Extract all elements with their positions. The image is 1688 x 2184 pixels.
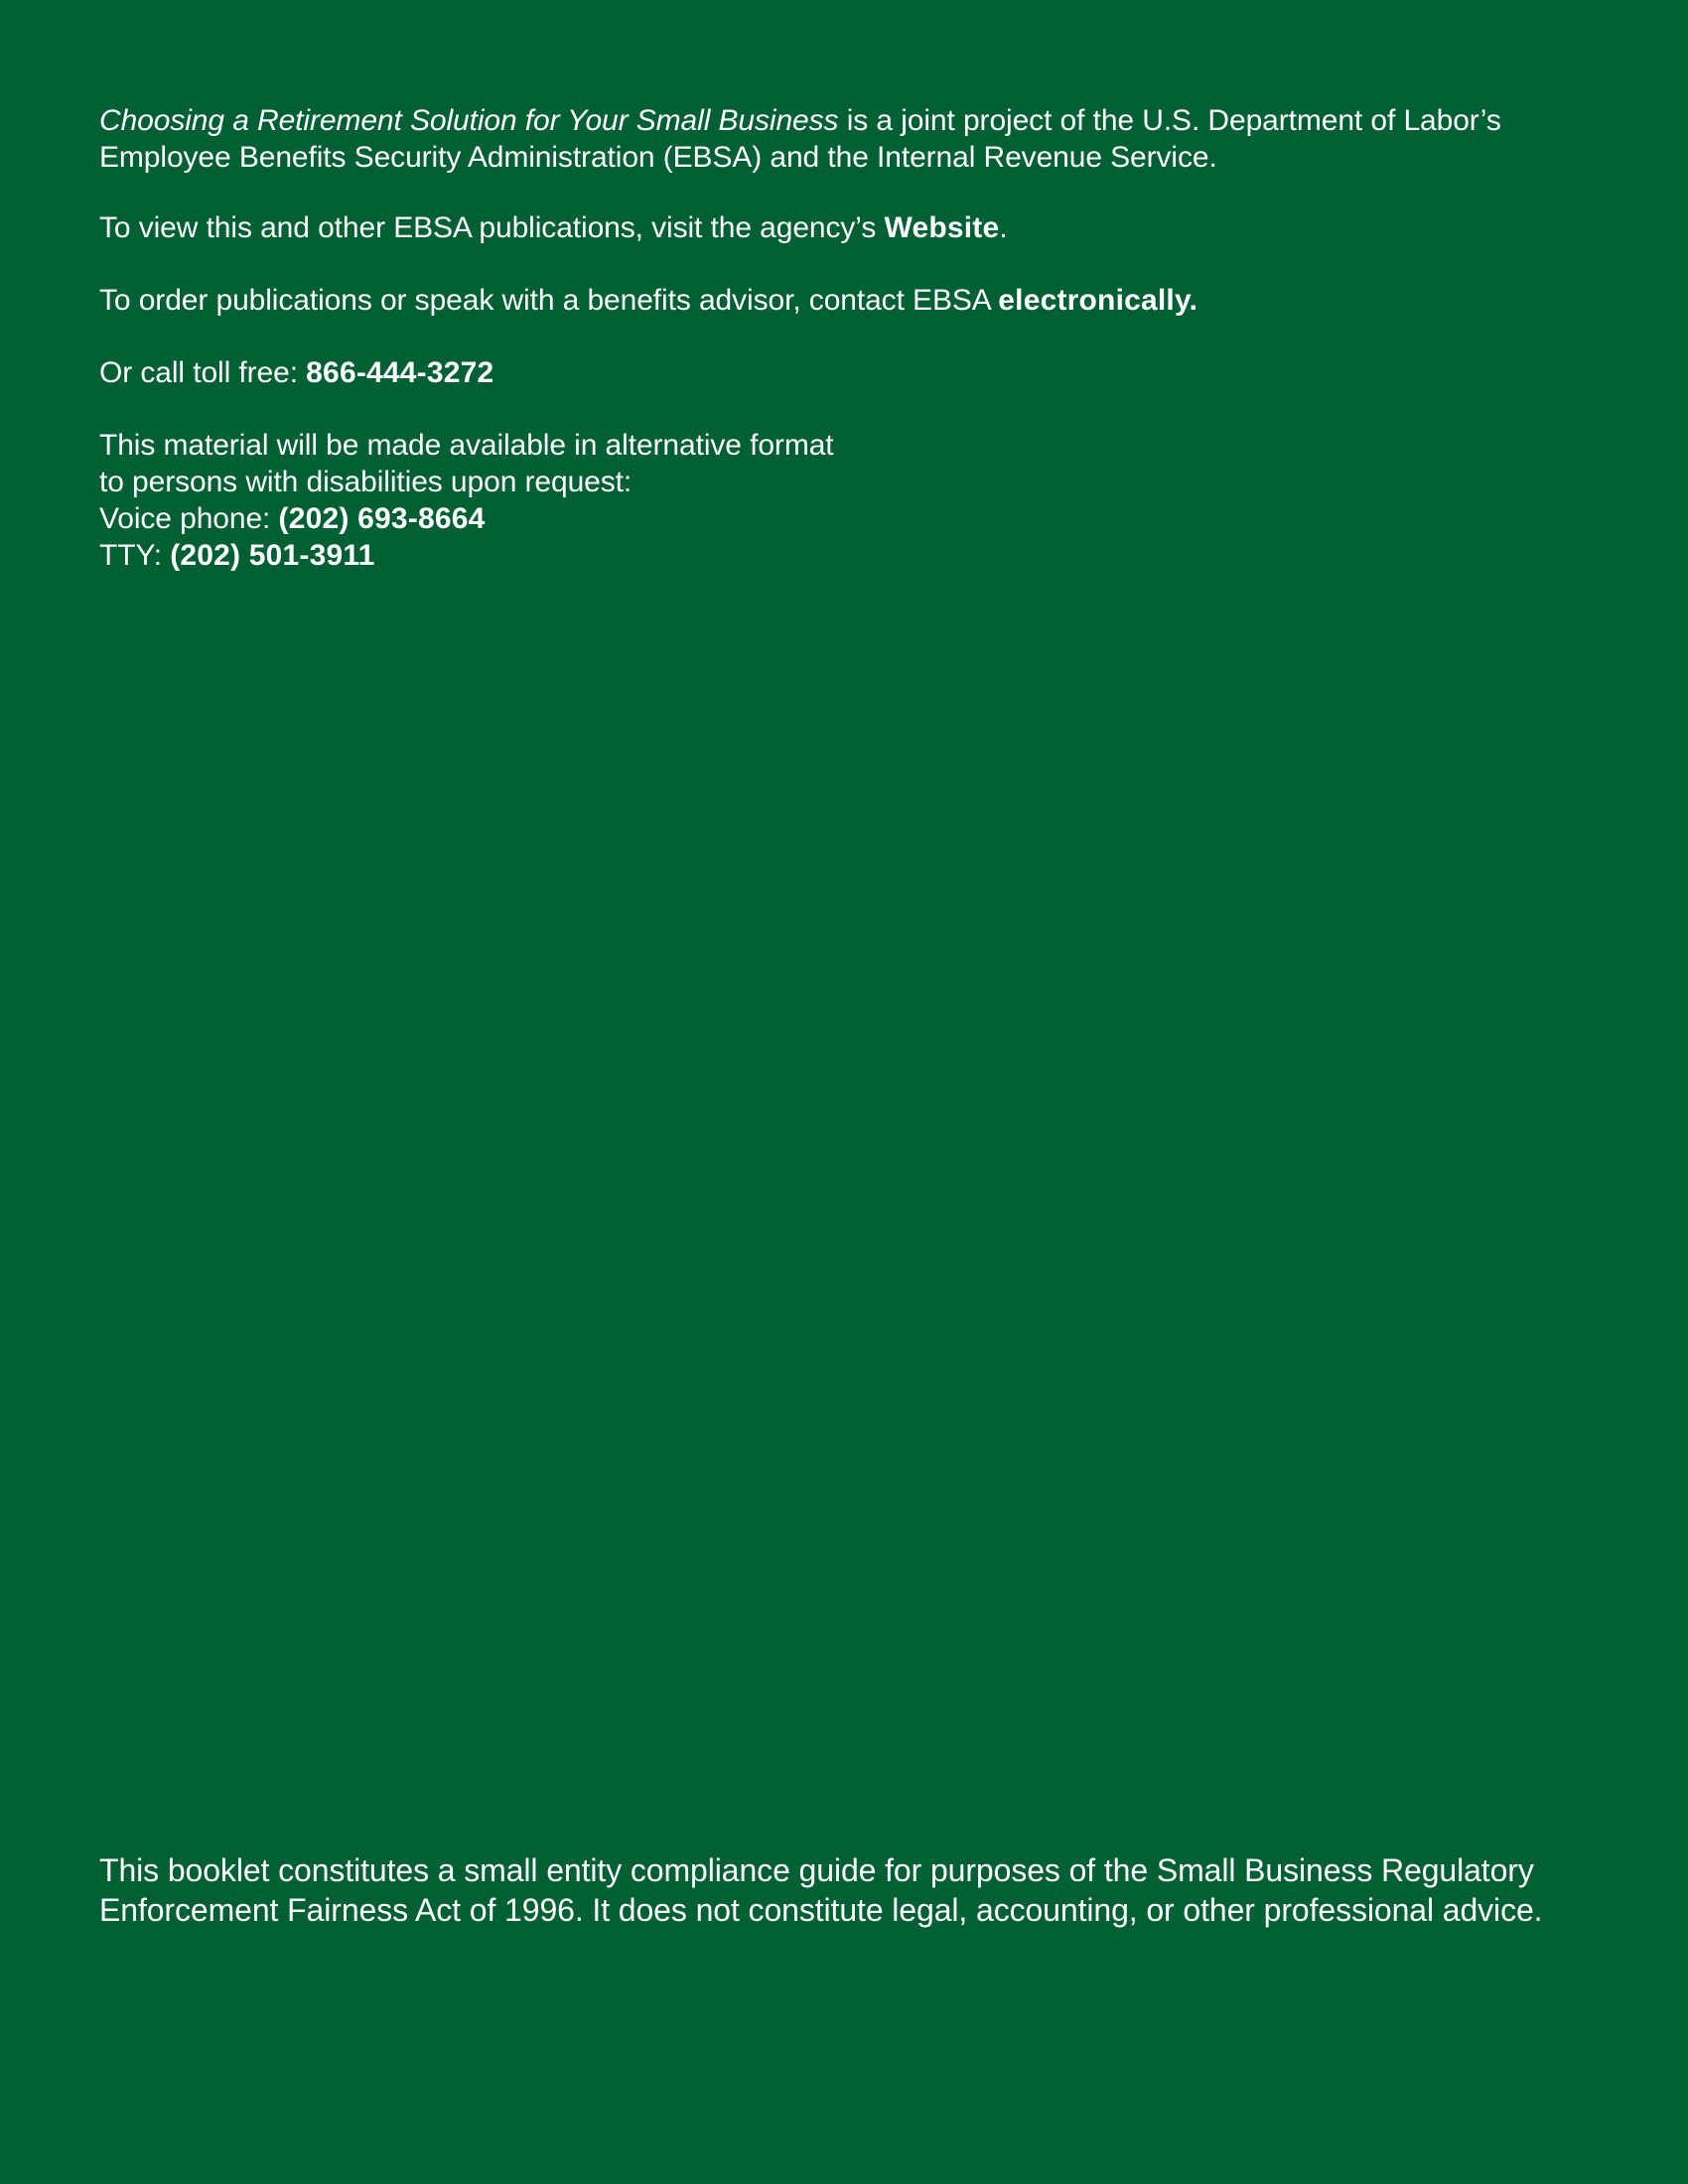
view-publications-paragraph <box>99 209 1589 246</box>
accessibility-line-1: This material will be made available in alternative format <box>99 429 834 462</box>
accessibility-line-2: to persons with disabilities upon request: <box>99 466 633 498</box>
legal-disclaimer: This booklet constitutes a small entity compliance guide for purposes of the Small Business Regulatory Enforcement Fairness Act of 1996. It does not constitute legal, accounting, or other professional advice. <box>99 1852 1543 1928</box>
tty-number: (202) 501-3911 <box>170 539 375 572</box>
intro-paragraph <box>99 102 1589 176</box>
toll-free-label: Or call toll free: <box>99 356 307 389</box>
website-link[interactable]: Website <box>884 211 1000 244</box>
tty-label: TTY: <box>99 539 171 572</box>
tty-line <box>99 537 1589 574</box>
intro-text: is a joint project of the U.S. Department of Labor’s Employee Benefits Security Administration (EBSA) and the Internal Revenue Service. <box>99 104 1501 174</box>
accessibility-paragraph <box>99 427 1589 574</box>
publication-title: Choosing a Retirement Solution for Your Small Business <box>99 104 839 137</box>
voice-phone-number: (202) 693-8664 <box>278 502 486 535</box>
voice-phone-label: Voice phone: <box>99 502 279 535</box>
view-text: To view this and other EBSA publications, visit the agency’s <box>99 211 885 244</box>
toll-free-paragraph <box>99 354 1589 391</box>
order-text: To order publications or speak with a benefits advisor, contact EBSA <box>99 284 999 317</box>
order-publications-paragraph <box>99 282 1589 319</box>
contact-electronically-link[interactable]: electronically. <box>998 284 1198 317</box>
toll-free-number: 866-444-3272 <box>306 356 494 389</box>
voice-phone-line <box>99 500 1589 537</box>
view-suffix: . <box>999 211 1008 244</box>
